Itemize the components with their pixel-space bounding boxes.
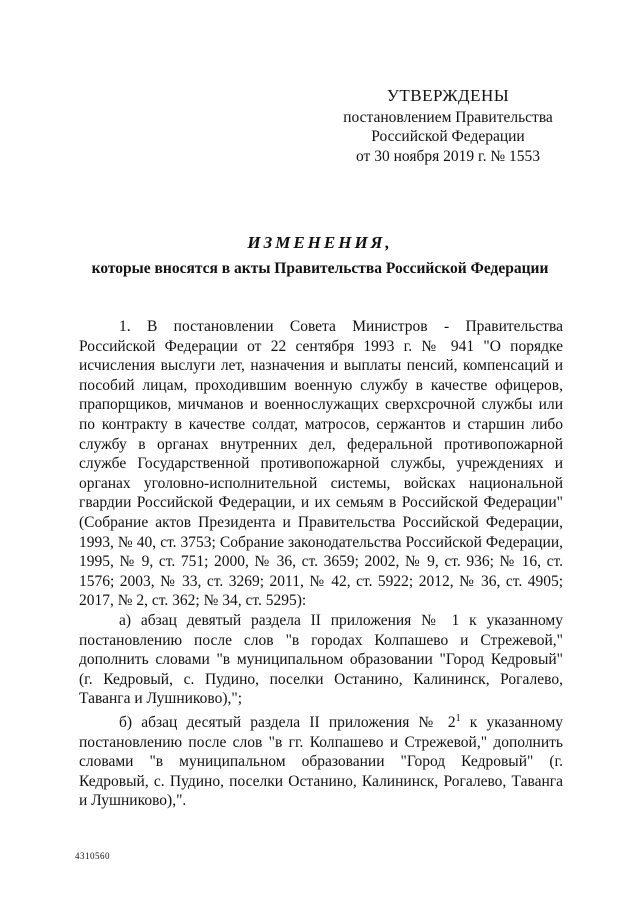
document-body bbox=[79, 317, 563, 811]
approval-line-1: постановлением Правительства bbox=[343, 108, 553, 126]
paragraph-a: а) абзац девятый раздела II приложения № 1 к указанному постановлению после слов "в городах Колпашево и Стрежевой," дополнить словами "в муниципальном образовании "Город Кедровый" (г. Кедровый, с. Пудино, поселки Останино, Калининск, Рогалево, Таванга и Лушниково),"; bbox=[79, 611, 563, 708]
approval-stamp bbox=[330, 86, 566, 166]
document-code: 4310560 bbox=[75, 851, 110, 861]
document-subtitle: которые вносятся в акты Правительства Российской Федерации bbox=[91, 260, 549, 277]
paragraph-b-end: к указанному постановлению после слов "в гг. Колпашево и Стрежевой," дополнить словами "в муниципальном образовании "Город Кедровый" (г. Кедровый, с. Пудино, поселки Останино, Калининск, Рогалево, Таванга и Лушниково),". bbox=[79, 714, 563, 810]
paragraph-b-start: б) абзац десятый раздела II приложения № 2 bbox=[119, 714, 456, 732]
approval-line-3: от 30 ноября 2019 г. № 1553 bbox=[356, 147, 540, 165]
document-title: ИЗМЕНЕНИЯ, bbox=[247, 233, 393, 252]
approved-heading: УТВЕРЖДЕНЫ bbox=[386, 86, 510, 105]
paragraph-1: 1. В постановлении Совета Министров - Правительства Российской Федерации от 22 сентября 1993 г. № 941 "О порядке исчисления выслуги лет, назначения и выплаты пенсий, компенсаций и пособий лицам, проходившим военную службу в качестве офицеров, прапорщиков, мичманов и военнослужащих сверхсрочной службы или по контракту в качестве солдат, матросов, сержантов и старшин либо службу в органах внутренних дел, федеральной противопожарной службе Государственной противопожарной службы, учреждениях и органах уголовно-исполнительной системы, войсках национальной гвардии Российской Федерации, и их семьям в Российской Федерации" (Собрание актов Президента и Правительства Российской Федерации, 1993, № 40, ст. 3753; Собрание законодательства Российской Федерации, 1995, № 9, ст. 751; 2000, № 36, ст. 3659; 2002, № 9, ст. 936; № 16, ст. 1576; 2003, № 33, ст. 3269; 2011, № 42, ст. 5922; 2012, № 36, ст. 4905; 2017, № 2, ст. 362; № 34, ст. 5295): bbox=[79, 318, 563, 610]
paragraph-b bbox=[79, 709, 563, 811]
footnote-superscript: 1 bbox=[455, 712, 461, 724]
approval-line-2: Российской Федерации bbox=[371, 128, 525, 145]
